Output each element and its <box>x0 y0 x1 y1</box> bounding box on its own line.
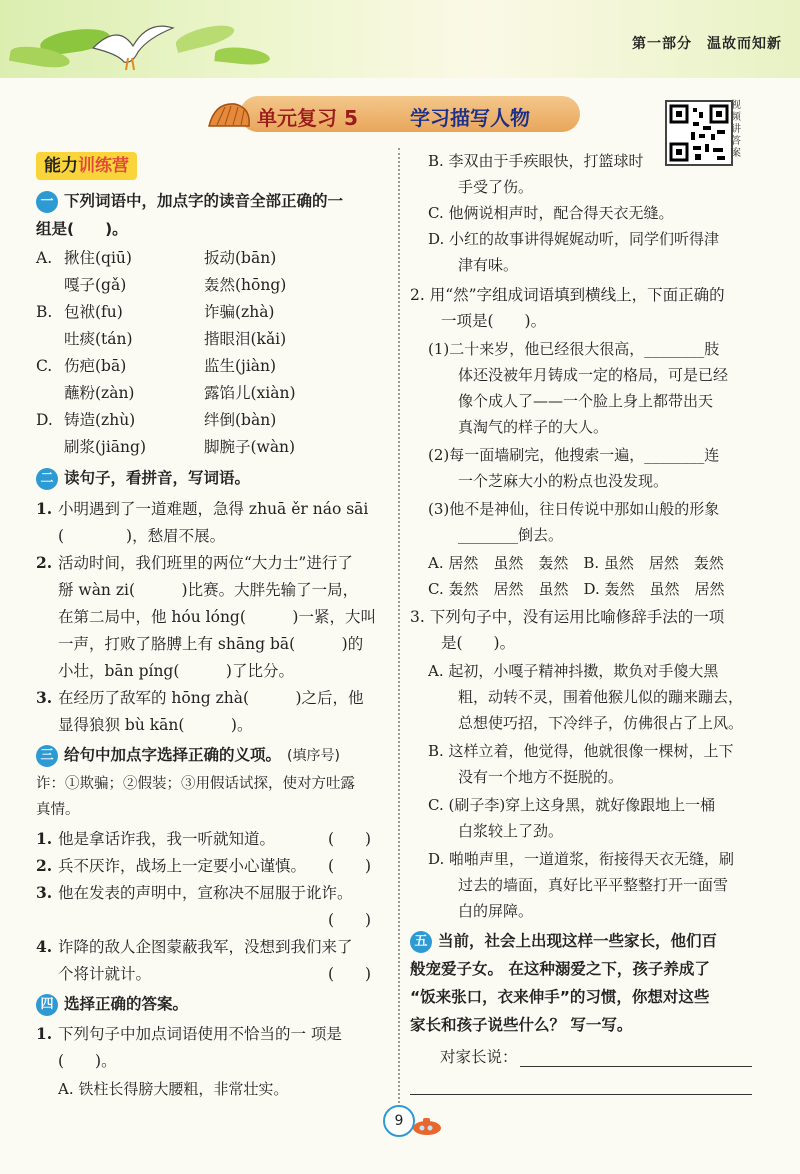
q1-word: 揩眼泪(kǎi) <box>204 330 287 348</box>
q4-2-passage: 像个成人了——一个脸上身上都带出天 <box>428 392 714 410</box>
q4-badge: 四 <box>36 994 58 1016</box>
q4-option: 手受了伤。 <box>428 178 534 196</box>
q1-word: 铸造(zhù) <box>64 411 136 429</box>
q1-option-label: B. <box>36 303 53 321</box>
q5-answer-label: 对家长说： <box>440 1048 518 1066</box>
q2-line[interactable]: 显得狼狈 bù kān( )。 <box>58 716 253 734</box>
q3-sentence: 兵不厌诈，战场上一定要小心谨慎。 <box>58 857 307 875</box>
q4-2-passage[interactable]: ________倒去。 <box>428 526 564 544</box>
q4-3-option: D. 啪啪声里，一道道浆，衔接得天衣无缝，刷 <box>428 850 735 868</box>
q1-badge: 一 <box>36 191 58 213</box>
q1-word: 包袱(fu) <box>64 303 123 321</box>
answer-bracket[interactable]: ( ) <box>328 830 372 848</box>
q4-title: 四 选择正确的答案。 <box>36 991 188 1017</box>
q4-number: 1. <box>36 1024 53 1043</box>
q2-line[interactable]: 小壮，bān píng( )了比分。 <box>58 662 294 680</box>
q4-3-option: B. 这样立着，他觉得，他就很像一棵树，上下 <box>428 742 734 760</box>
q2-line: 小明遇到了一道难题，急得 zhuā ěr náo sāi <box>58 500 369 518</box>
q4-2-passage: 一个芝麻大小的粉点也没发现。 <box>428 472 669 490</box>
q4-3-option: C. (刷子李)穿上这身黑，就好像跟地上一桶 <box>428 796 716 814</box>
q4-3-option: 白浆较上了劲。 <box>428 822 564 840</box>
q2-badge: 二 <box>36 468 58 490</box>
right-column <box>410 148 780 1108</box>
shell-icon <box>205 98 253 132</box>
seagull-icon <box>88 18 178 76</box>
q3-definitions: 真情。 <box>36 802 80 818</box>
q1-word: 嘎子(gǎ) <box>64 276 127 294</box>
q2-line[interactable]: 掰 wàn zi( )比赛。大胖先输了一局， <box>58 581 359 599</box>
q2-line[interactable]: 在经历了敌军的 hōng zhà( )之后，他 <box>58 689 364 707</box>
answer-line[interactable] <box>520 1066 752 1067</box>
q4-option: D. 小红的故事讲得娓娓动听，同学们听得津 <box>428 230 720 248</box>
q4-3-option: A. 起初，小嘎子精神抖擞，欺负对手傻大黑 <box>428 662 719 680</box>
q4-2-passage: (3)他不是神仙，往日传说中那如山般的形象 <box>428 500 720 518</box>
q1-word: 露馅儿(xiàn) <box>204 384 296 402</box>
q1-option-label: D. <box>36 411 53 429</box>
qr-caption: 视频讲答案 <box>731 100 741 159</box>
q5-line: “饭来张口，衣来伸手”的习惯，你想对这些 <box>410 988 710 1006</box>
q1-option-label: C. <box>36 357 53 375</box>
q1-stem-line1: 一 下列词语中，加点字的读音全部正确的一 <box>36 188 343 214</box>
ability-part1: 能力 <box>44 156 78 176</box>
q4-2-passage[interactable]: (1)二十来岁，他已经很大很高，________肢 <box>428 340 720 358</box>
q5-line: 般宠爱子女。 在这种溺爱之下，孩子养成了 <box>410 960 710 978</box>
q1-option-label: A. <box>36 249 53 267</box>
q4-option: C. 他俩说相声时，配合得天衣无缝。 <box>428 204 674 222</box>
q2-number: 3. <box>36 688 53 707</box>
q4-3-option: 过去的墙面，真好比平平整整打开一面雪 <box>428 876 729 894</box>
ability-tag <box>36 152 137 180</box>
q4-2-passage: 体还没被年月铸成一定的格局，可是已经 <box>428 366 729 384</box>
q2-line[interactable]: 在第二局中，他 hóu lóng( )一紧，大叫 <box>58 608 376 626</box>
q1-word: 脚腕子(wàn) <box>204 438 296 456</box>
q4-stem[interactable]: ( )。 <box>58 1052 117 1070</box>
q2-title: 二 读句子，看拼音，写词语。 <box>36 465 250 491</box>
q4-3-option: 没有一个地方不挺脱的。 <box>428 768 624 786</box>
q4-2-options: C. 轰然 居然 虽然 D. 轰然 虽然 居然 <box>428 580 725 598</box>
q4-2-stem[interactable]: 一项是( )。 <box>410 312 547 330</box>
q1-word: 伤疤(bā) <box>64 357 127 375</box>
q1-word: 揪住(qiū) <box>64 249 132 267</box>
q1-word: 刷浆(jiāng) <box>64 438 147 456</box>
q5-badge: 五 <box>410 931 432 953</box>
answer-bracket[interactable]: ( ) <box>328 911 372 929</box>
q1-stem-line2: 组是( )。 <box>36 220 128 238</box>
q3-number: 2. <box>36 856 53 875</box>
q3-number: 4. <box>36 937 53 956</box>
q4-3-stem: 3. 下列句子中，没有运用比喻修辞手法的一项 <box>410 608 725 626</box>
unit-title: 单元复习 5 <box>257 106 358 130</box>
section-label: 第一部分 温故而知新 <box>632 36 782 52</box>
q3-number: 1. <box>36 829 53 848</box>
q3-sentence: 他是拿话诈我，我一听就知道。 <box>58 830 276 848</box>
q3-number: 3. <box>36 883 53 902</box>
q3-sentence: 他在发表的声明中，宣称决不屈服于讹诈。 <box>58 884 353 902</box>
q3-sentence: 诈降的敌人企图蒙蔽我军，没想到我们来了 <box>58 938 353 956</box>
q1-word: 轰然(hōng) <box>204 276 287 294</box>
q2-line[interactable]: 一声，打败了胳膊上有 shāng bā( )的 <box>58 635 364 653</box>
q3-title: 三 给句中加点字选择正确的义项。 (填序号) <box>36 742 340 769</box>
left-column <box>36 188 391 1108</box>
q1-word: 扳动(bān) <box>204 249 277 267</box>
q4-stem: 下列句子中加点词语使用不恰当的一 项是 <box>58 1025 342 1043</box>
ability-part2: 训练营 <box>78 156 129 176</box>
q4-option: 津有味。 <box>428 256 519 274</box>
q1-word: 监生(jiàn) <box>204 357 277 375</box>
q4-3-option: 总想使巧招，下冷绊子，仿佛很占了上风。 <box>428 714 744 732</box>
q2-line[interactable]: ( )，愁眉不展。 <box>58 527 226 545</box>
q3-definitions: 诈：①欺骗；②假装；③用假话试探，使对方吐露 <box>36 776 355 792</box>
column-divider <box>398 148 400 1103</box>
q4-3-option: 粗，动转不灵，围着他猴儿似的蹦来蹦去， <box>428 688 744 706</box>
q5-line: 家长和孩子说些什么？ 写一写。 <box>410 1016 633 1034</box>
q2-number: 1. <box>36 499 53 518</box>
q4-3-option: 白的屏障。 <box>428 902 534 920</box>
q4-option-a: A. 铁柱长得膀大腰粗，非常壮实。 <box>58 1080 289 1098</box>
q1-word: 诈骗(zhà) <box>204 303 275 321</box>
q2-number: 2. <box>36 553 53 572</box>
page-number: 9 <box>383 1105 415 1137</box>
submarine-icon <box>410 1116 444 1136</box>
answer-line[interactable] <box>410 1094 752 1095</box>
answer-bracket[interactable]: ( ) <box>328 857 372 875</box>
q1-word: 吐痰(tán) <box>64 330 133 348</box>
q1-word: 蘸粉(zàn) <box>64 384 135 402</box>
q2-line: 活动时间，我们班里的两位“大力士”进行了 <box>58 554 353 572</box>
q4-2-stem: 2. 用“然”字组成词语填到横线上，下面正确的 <box>410 286 725 304</box>
q4-2-options: A. 居然 虽然 轰然 B. 虽然 居然 轰然 <box>428 554 724 572</box>
q4-2-passage: 真淘气的样子的大人。 <box>428 418 609 436</box>
q5-line: 五 当前，社会上出现这样一些家长，他们百 <box>410 928 717 954</box>
q3-sentence: 个将计就计。 <box>58 965 152 983</box>
q4-2-passage[interactable]: (2)每一面墙刷完，他搜索一遍，________连 <box>428 446 720 464</box>
q1-word: 绊倒(bàn) <box>204 411 277 429</box>
answer-bracket[interactable]: ( ) <box>328 965 372 983</box>
q4-option: B. 李双由于手疾眼快，打篮球时 <box>428 152 644 170</box>
q3-badge: 三 <box>36 745 58 767</box>
q4-3-stem[interactable]: 是( )。 <box>410 634 516 652</box>
unit-subtitle: 学习描写人物 <box>410 106 530 130</box>
